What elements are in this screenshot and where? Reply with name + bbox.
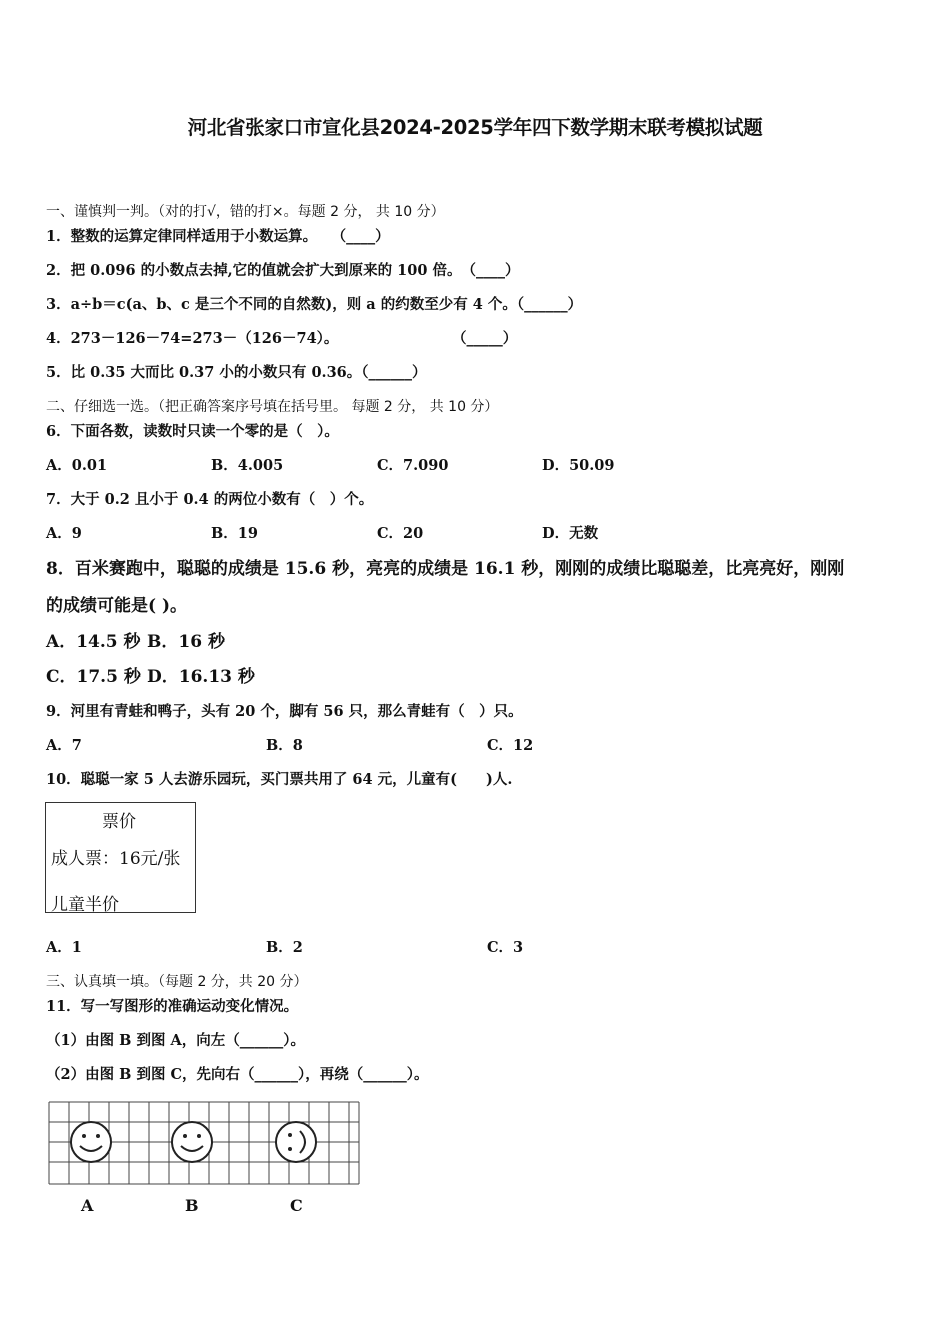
question-9: 9．河里有青蛙和鸭子，头有 20 个，脚有 56 只，那么青蛙有（ ）只。	[46, 703, 523, 720]
smiley-a-icon	[71, 1122, 111, 1162]
q10-option-a: A．1	[46, 939, 82, 956]
q6-option-b: B．4.005	[211, 457, 284, 474]
question-1: 1．整数的运算定律同样适用于小数运算。 （____）	[46, 228, 390, 245]
question-8-line-1: 8．百米赛跑中，聪聪的成绩是 15.6 秒，亮亮的成绩是 16.1 秒，刚刚的成绩比聪聪差，比亮亮好，刚刚	[46, 559, 845, 579]
section-heading-2: 二、仔细选一选。（把正确答案序号填在括号里。 每题 2 分， 共 10 分）	[46, 399, 499, 415]
q10-option-b: B．2	[266, 939, 303, 956]
smiley-b-icon	[172, 1122, 212, 1162]
question-2: 2．把 0.096 的小数点去掉,它的值就会扩大到原来的 100 倍。 （____）	[46, 262, 520, 279]
question-11-part-2: （2）由图 B 到图 C，先向右（______），再绕（______）。	[46, 1066, 429, 1083]
q6-option-d: D．50.09	[542, 457, 615, 474]
smiley-c-rotated-icon	[276, 1122, 316, 1162]
q6-option-c: C．7.090	[377, 457, 449, 474]
page-title: 河北省张家口市宣化县2024-2025学年四下数学期末联考模拟试题	[187, 116, 763, 139]
question-5: 5．比 0.35 大而比 0.37 小的小数只有 0.36。（______）	[46, 364, 427, 381]
question-6: 6．下面各数，读数时只读一个零的是（ ）。	[46, 423, 339, 440]
q7-option-d: D．无数	[542, 525, 599, 542]
question-3: 3．a÷b＝c(a、b、c 是三个不同的自然数)，则 a 的约数至少有 4 个。（______）	[46, 296, 583, 313]
transformation-grid-figure	[46, 1098, 366, 1193]
price-box-adult: 成人票：16元/张	[51, 849, 181, 869]
section-heading-1: 一、谨慎判一判。（对的打√，错的打×。每题 2 分， 共 10 分）	[46, 204, 445, 220]
figure-label-c: C	[290, 1196, 303, 1215]
price-box-title: 票价	[102, 812, 136, 832]
q8-option-d: D．16.13 秒	[147, 667, 255, 687]
section-heading-3: 三、认真填一填。（每题 2 分，共 20 分）	[46, 974, 308, 990]
ticket-price-box	[45, 802, 196, 913]
question-8-line-2: 的成绩可能是( )。	[46, 596, 188, 616]
q8-option-a: A．14.5 秒	[46, 632, 141, 652]
q10-option-c: C．3	[487, 939, 524, 956]
q8-option-b: B．16 秒	[147, 632, 225, 652]
q9-option-c: C．12	[487, 737, 534, 754]
q9-option-b: B．8	[266, 737, 303, 754]
price-box-child: 儿童半价	[51, 895, 119, 915]
question-4-blank: （_____）	[452, 330, 518, 347]
question-10: 10．聪聪一家 5 人去游乐园玩，买门票共用了 64 元，儿童有( )人.	[46, 771, 513, 788]
question-11-part-1: （1）由图 B 到图 A，向左（______）。	[46, 1032, 305, 1049]
q6-option-a: A．0.01	[46, 457, 108, 474]
q8-option-c: C．17.5 秒	[46, 667, 141, 687]
figure-label-a: A	[81, 1196, 94, 1215]
question-11: 11．写一写图形的准确运动变化情况。	[46, 998, 299, 1015]
question-4: 4．273－126－74=273－（126－74）。	[46, 330, 339, 347]
q7-option-b: B．19	[211, 525, 258, 542]
q7-option-a: A．9	[46, 525, 82, 542]
question-7: 7．大于 0.2 且小于 0.4 的两位小数有（ ）个。	[46, 491, 374, 508]
q9-option-a: A．7	[46, 737, 82, 754]
q7-option-c: C．20	[377, 525, 424, 542]
figure-label-b: B	[185, 1196, 199, 1215]
